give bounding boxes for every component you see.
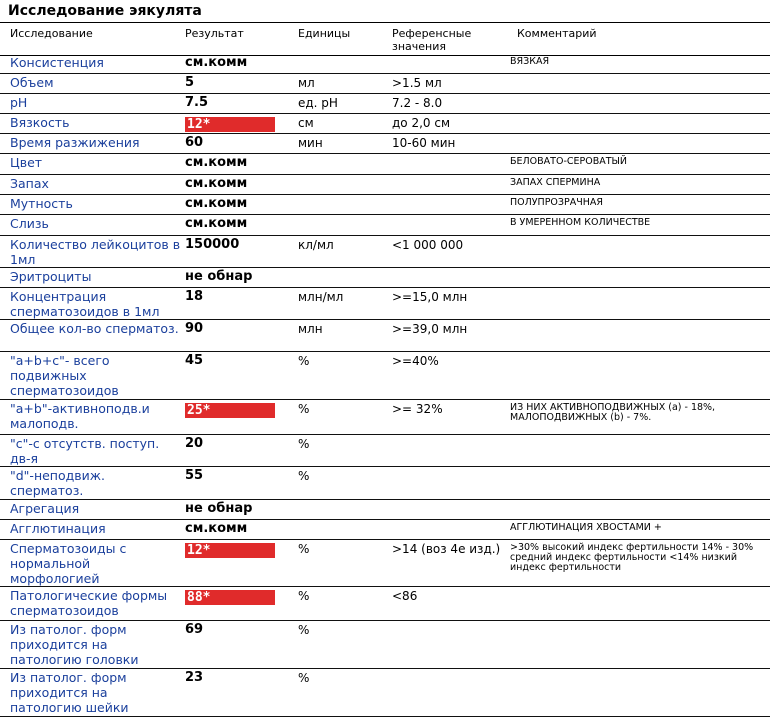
result-value: 60 (185, 135, 204, 150)
table-row (0, 74, 770, 94)
table-row (0, 268, 770, 288)
test-name: Консистенция (10, 55, 104, 70)
test-name: Концентрация сперматозоидов в 1мл (10, 289, 160, 319)
test-name: Из патолог. форм приходится на патологию головки (10, 622, 139, 667)
result-value: см.комм (185, 216, 248, 231)
test-name: Эритроциты (10, 269, 92, 284)
header-reference-line1: Референсные (392, 27, 472, 40)
test-name: Объем (10, 75, 54, 90)
reference-range: 7.2 - 8.0 (392, 96, 443, 110)
test-name: "d"-неподвиж. сперматоз. (10, 468, 105, 498)
units: кл/мл (298, 238, 334, 252)
units: мл (298, 76, 315, 90)
units: мин (298, 136, 323, 150)
table-row (0, 320, 770, 352)
test-name: Время разжижения (10, 135, 140, 150)
header-comment: Комментарий (517, 27, 597, 40)
result-value-flagged: 12* (185, 117, 275, 132)
test-name: "a+b"-активноподв.и малоподв. (10, 401, 150, 431)
reference-range: до 2,0 см (392, 116, 451, 130)
reference-range: >= 32% (392, 402, 443, 416)
result-value: 7.5 (185, 95, 209, 110)
table-row (0, 669, 770, 717)
test-name: Цвет (10, 155, 43, 170)
result-value: 23 (185, 670, 204, 685)
units: см (298, 116, 314, 130)
units: % (298, 589, 310, 603)
header-test: Исследование (10, 27, 93, 40)
table-row (0, 236, 770, 268)
result-value-flagged: 88* (185, 590, 275, 605)
report-title: Исследование эякулята (8, 3, 202, 19)
reference-range: >=15,0 млн (392, 290, 468, 304)
table-row (0, 114, 770, 134)
result-value: 69 (185, 622, 204, 637)
test-name: "c"-с отсутств. поступ. дв-я (10, 436, 160, 466)
comment: ИЗ НИХ АКТИВНОПОДВИЖНЫХ (a) - 18%, МАЛОПОДВИЖНЫХ (b) - 7%. (510, 402, 716, 423)
reference-range: <86 (392, 589, 418, 603)
comment: ПОЛУПРОЗРАЧНАЯ (510, 197, 603, 208)
test-name: Вязкость (10, 115, 70, 130)
units: % (298, 437, 310, 451)
result-value: 18 (185, 289, 204, 304)
table-row (0, 154, 770, 175)
result-value: см.комм (185, 55, 248, 70)
header-result: Результат (185, 27, 244, 40)
result-value-flagged: 12* (185, 543, 275, 558)
units: % (298, 469, 310, 483)
comment: АГГЛЮТИНАЦИЯ ХВОСТАМИ + (510, 522, 662, 533)
result-value: 20 (185, 436, 204, 451)
table-row (0, 400, 770, 435)
table-row (0, 195, 770, 215)
units: ед. pH (298, 96, 338, 110)
test-name: Слизь (10, 216, 49, 231)
result-value: см.комм (185, 521, 248, 536)
result-value: см.комм (185, 155, 248, 170)
table-row (0, 500, 770, 520)
units: % (298, 671, 310, 685)
reference-range: 10-60 мин (392, 136, 456, 150)
result-value: см.комм (185, 196, 248, 211)
table-row (0, 621, 770, 669)
test-name: Количество лейкоцитов в 1мл (10, 237, 181, 267)
table-row (0, 94, 770, 114)
test-name: Мутность (10, 196, 73, 211)
test-name: Запах (10, 176, 49, 191)
units: % (298, 623, 310, 637)
result-value: 150000 (185, 237, 240, 252)
test-name: pH (10, 95, 28, 110)
test-name: Из патолог. форм приходится на патологию шейки (10, 670, 129, 715)
results-table (0, 54, 770, 717)
comment: ЗАПАХ СПЕРМИНА (510, 177, 601, 188)
table-row (0, 520, 770, 540)
table-row (0, 540, 770, 587)
units: % (298, 402, 310, 416)
comment: В УМЕРЕННОМ КОЛИЧЕСТВЕ (510, 217, 651, 228)
reference-range: >1.5 мл (392, 76, 442, 90)
test-name: "a+b+c"- всего подвижных сперматозоидов (10, 353, 119, 398)
result-value: не обнар (185, 269, 253, 284)
reference-range: >=40% (392, 354, 439, 368)
result-value: 5 (185, 75, 195, 90)
table-row (0, 134, 770, 154)
comment: БЕЛОВАТО-СЕРОВАТЫЙ (510, 156, 628, 167)
table-row (0, 587, 770, 621)
table-row (0, 467, 770, 500)
comment: >30% высокий индекс фертильности 14% - 30% средний индекс фертильности <14% низкий индекс фертильности (510, 542, 754, 573)
table-row (0, 54, 770, 74)
table-row (0, 288, 770, 320)
header-units: Единицы (298, 27, 351, 40)
result-value-flagged: 25* (185, 403, 275, 418)
result-value: см.комм (185, 176, 248, 191)
test-name: Агглютинация (10, 521, 106, 536)
units: млн (298, 322, 323, 336)
reference-range: >14 (воз 4е изд.) (392, 542, 501, 556)
table-header (0, 22, 770, 56)
reference-range: <1 000 000 (392, 238, 464, 252)
units: % (298, 354, 310, 368)
test-name: Патологические формы сперматозоидов (10, 588, 168, 618)
test-name: Агрегация (10, 501, 80, 516)
table-row (0, 435, 770, 467)
result-value: 45 (185, 353, 204, 368)
result-value: 90 (185, 321, 204, 336)
header-reference-line2: значения (392, 40, 447, 53)
table-row (0, 175, 770, 195)
reference-range: >=39,0 млн (392, 322, 468, 336)
test-name: Общее кол-во сперматоз. (10, 321, 179, 336)
units: млн/мл (298, 290, 344, 304)
test-name: Сперматозоиды с нормальной морфологией (10, 541, 127, 586)
table-row (0, 352, 770, 400)
table-row (0, 215, 770, 236)
result-value: 55 (185, 468, 204, 483)
comment: ВЯЗКАЯ (510, 56, 550, 67)
result-value: не обнар (185, 501, 253, 516)
units: % (298, 542, 310, 556)
